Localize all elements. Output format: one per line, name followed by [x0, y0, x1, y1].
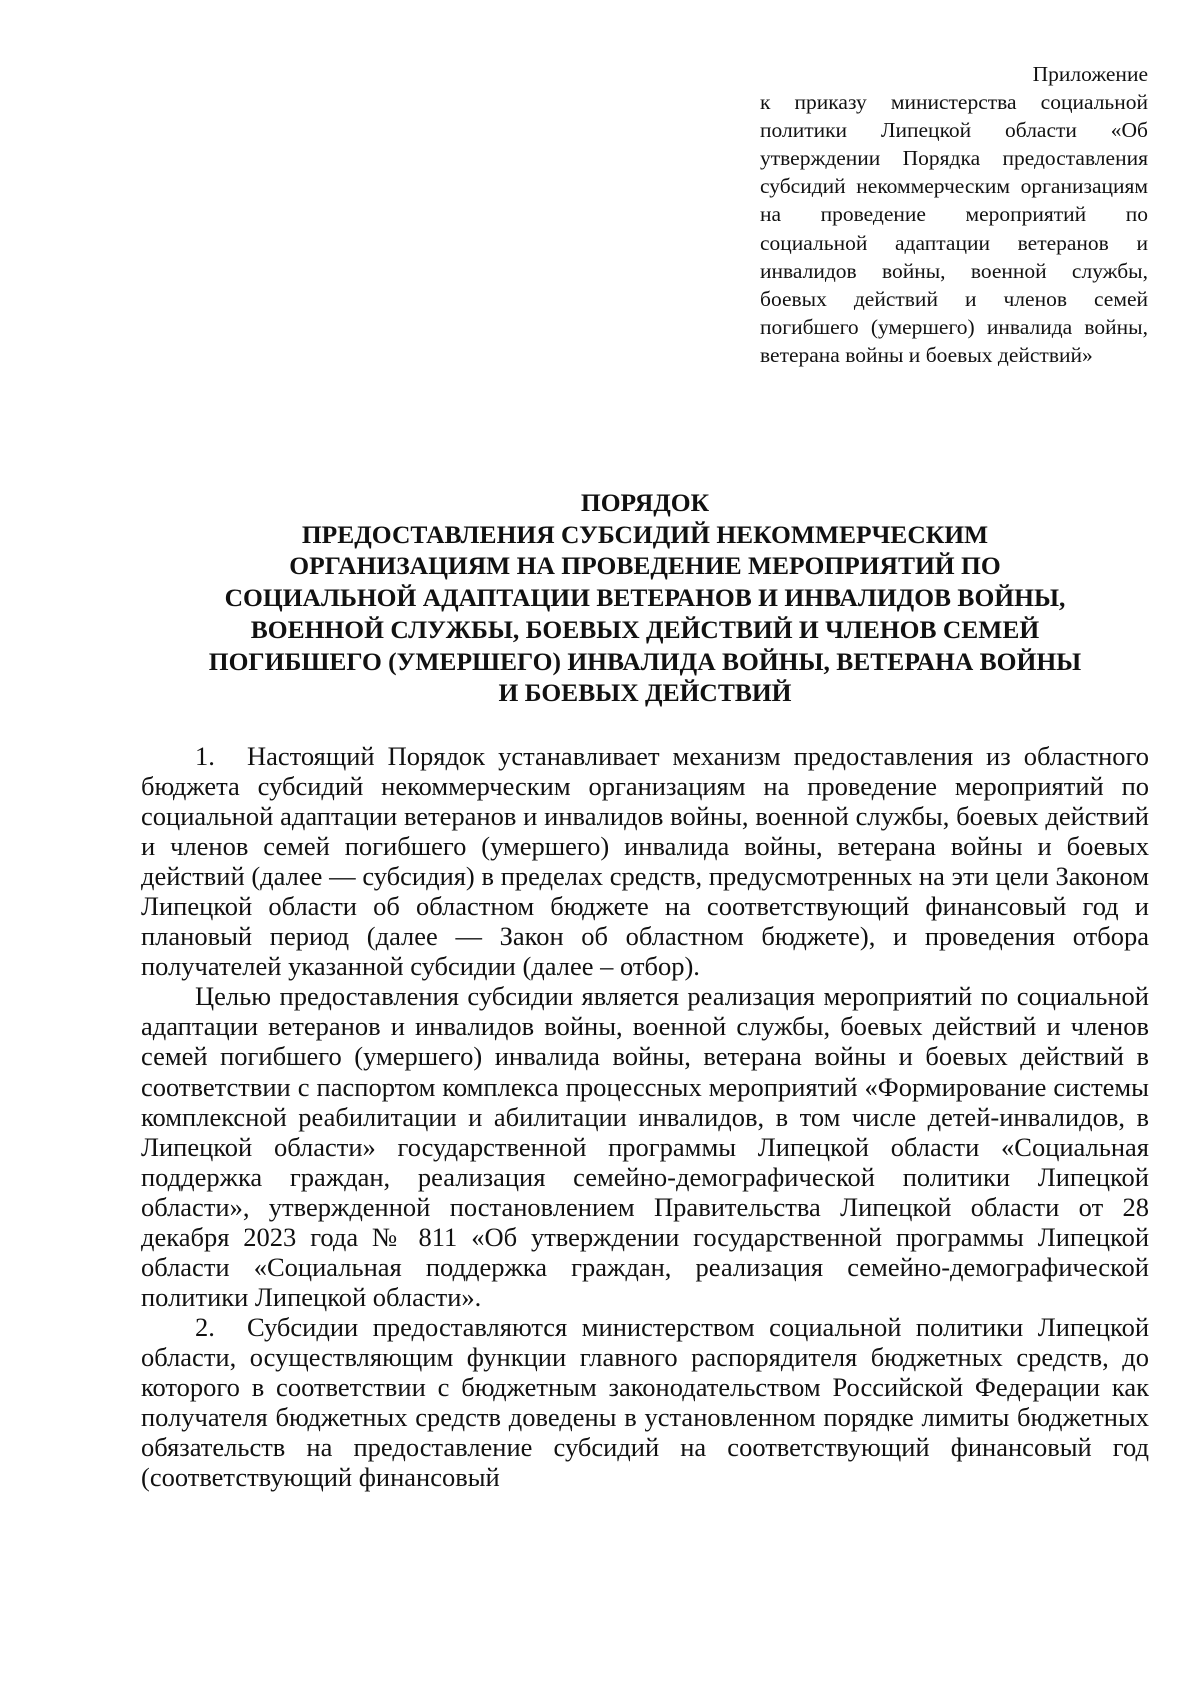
paragraph-text: Субсидии предоставляются министерством социальной политики Липецкой области, осуществляющим функции главного распорядителя бюджетных средств, до которого в соответствии с бюджетным законодательством Российской Федерации как получателя бюджетных средств доведены в установленном порядке лимиты бюджетных обязательств на предоставление субсидий на соответствующий финансовый год (соответствующий финансовый	[141, 1311, 1149, 1493]
paragraph-text: Целью предоставления субсидии является реализация мероприятий по социальной адаптации ветеранов и инвалидов войны, военной службы, боевых действий и членов семей погибшего (умершего) инвалида войны, ветерана войны и боевых действий в соответствии с паспортом комплекса процессных мероприятий «Формирование системы комплексной реабилитации и абилитации инвалидов, в том числе детей-инвалидов, в Липецкой области» государственной программы Липецкой области «Социальная поддержка граждан, реализация семейно-демографической политики Липецкой области», утвержденной постановлением Правительства Липецкой области от 28 декабря 2023 года № 811 «Об утверждении государственной программы Липецкой области «Социальная поддержка граждан, реализация семейно-демографической политики Липецкой области».	[141, 981, 1149, 1312]
paragraph-number: 2.	[195, 1311, 215, 1342]
title-line: ОРГАНИЗАЦИЯМ НА ПРОВЕДЕНИЕ МЕРОПРИЯТИЙ ПО	[289, 551, 1001, 581]
appendix-label: Приложение	[1032, 62, 1148, 86]
paragraph	[141, 1312, 1149, 1492]
appendix-note	[760, 60, 1148, 369]
title-line: ПОРЯДОК	[580, 488, 710, 517]
title-line: ВОЕННОЙ СЛУЖБЫ, БОЕВЫХ ДЕЙСТВИЙ И ЧЛЕНОВ СЕМЕЙ	[250, 614, 1040, 644]
paragraph-number: 1.	[195, 741, 215, 771]
paragraph	[141, 741, 1149, 981]
paragraph-text: Настоящий Порядок устанавливает механизм предоставления из областного бюджета субсидий некоммерческим организациям на проведение мероприятий по социальной адаптации ветеранов и инвалидов войны, военной службы, боевых действий и членов семей погибшего (умершего) инвалида войны, ветерана войны и боевых действий (далее — субсидия) в пределах средств, предусмотренных на эти цели Законом Липецкой области об областном бюджете на соответствующий финансовый год и плановый период (далее — Закон об областном бюджете), и проведения отбора получателей указанной субсидии (далее – отбор).	[141, 741, 1149, 982]
title-line: И БОЕВЫХ ДЕЙСТВИЙ	[498, 678, 792, 708]
appendix-text: к приказу министерства социальной политики Липецкой области «Об утверждении Порядка предоставления субсидий некоммерческим организациям на проведение мероприятий по социальной адаптации ветеранов и инвалидов войны, военной службы, боевых действий и членов семей погибшего (умершего) инвалида войны, ветерана войны и боевых действий»	[760, 90, 1148, 367]
document-body	[141, 741, 1149, 1492]
title-line: ПРЕДОСТАВЛЕНИЯ СУБСИДИЙ НЕКОММЕРЧЕСКИМ	[301, 519, 989, 549]
document-title	[140, 487, 1150, 709]
title-line: СОЦИАЛЬНОЙ АДАПТАЦИИ ВЕТЕРАНОВ И ИНВАЛИДОВ ВОЙНЫ,	[224, 583, 1066, 613]
title-line: ПОГИБШЕГО (УМЕРШЕГО) ИНВАЛИДА ВОЙНЫ, ВЕТЕРАНА ВОЙНЫ	[208, 646, 1082, 676]
paragraph	[141, 981, 1149, 1312]
